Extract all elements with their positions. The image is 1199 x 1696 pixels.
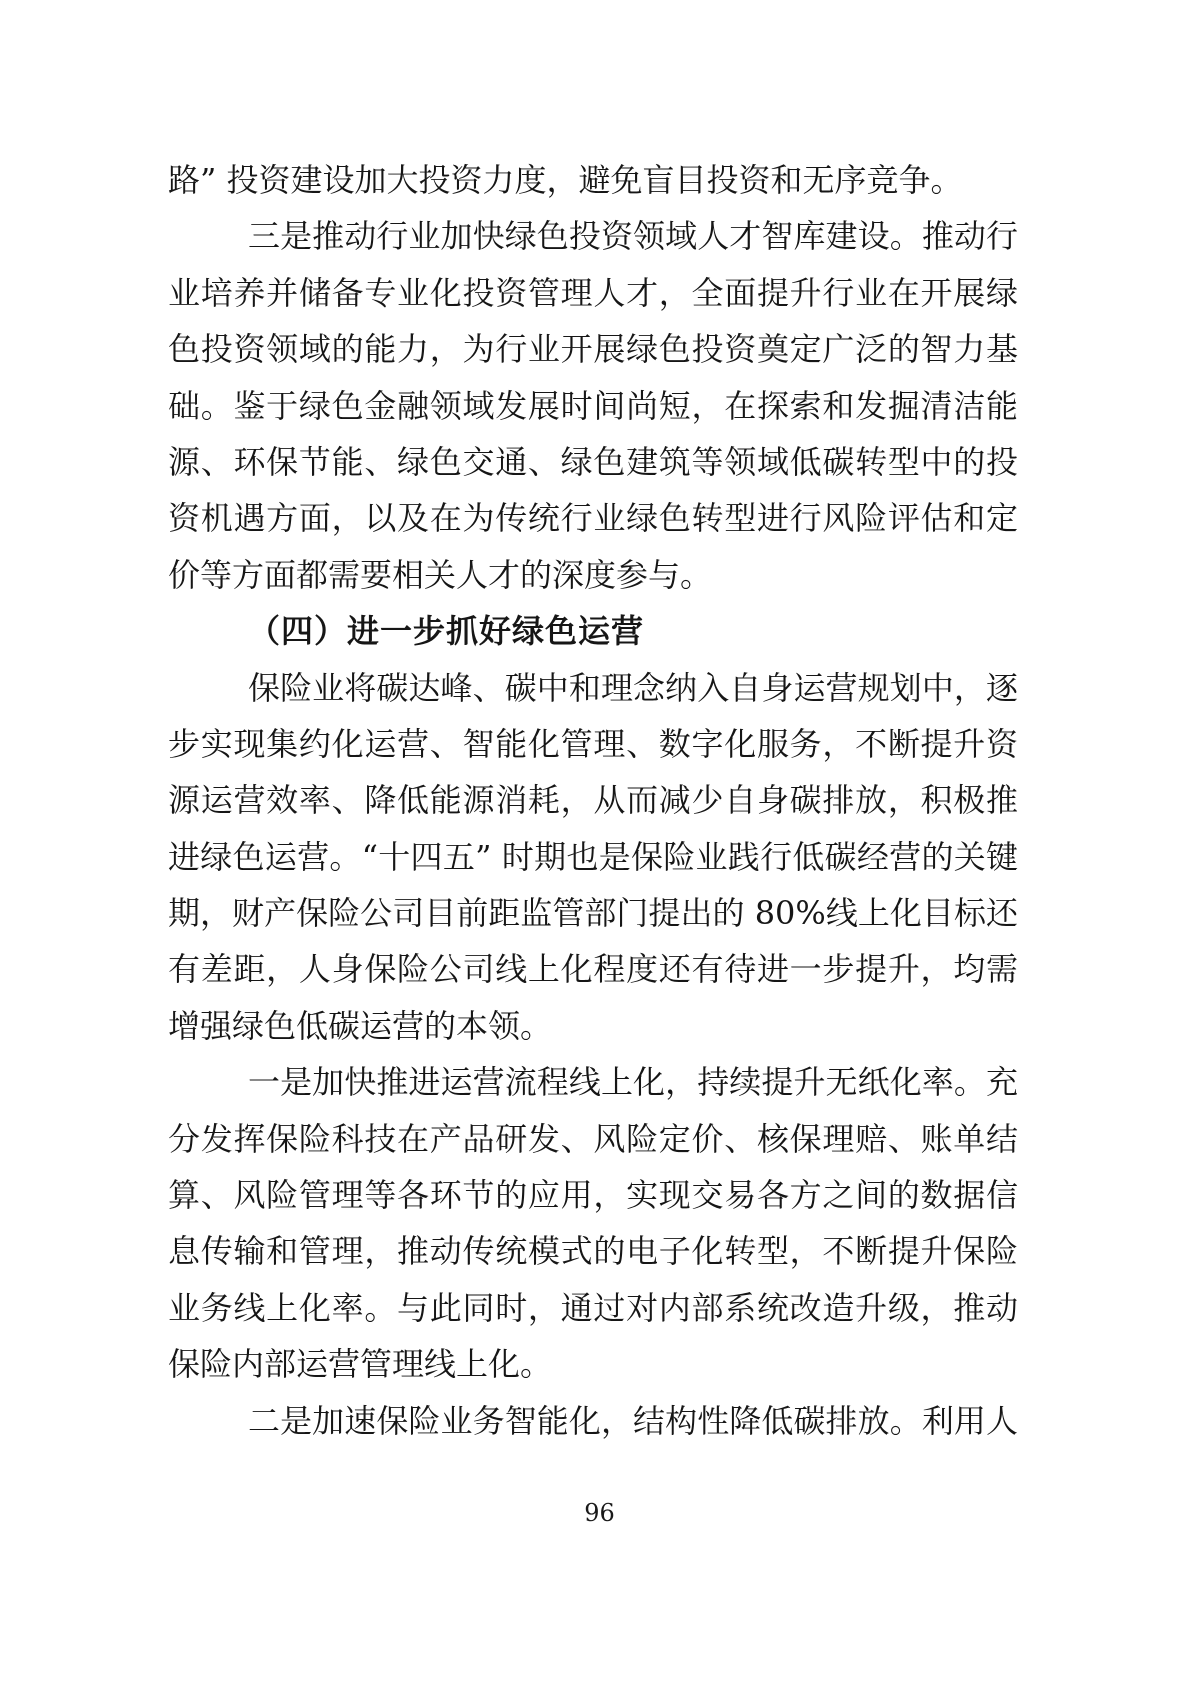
text-line: 分发挥保险科技在产品研发、风险定价、核保理赔、账单结 <box>168 1119 1018 1158</box>
text-line: 业务线上化率。与此同时，通过对内部系统改造升级，推动 <box>168 1288 1018 1327</box>
text-line: 有差距，人身保险公司线上化程度还有待进一步提升，均需 <box>168 950 1018 989</box>
text-line: 增强绿色低碳运营的本领。 <box>168 1006 553 1045</box>
text-line: 础。鉴于绿色金融领域发展时间尚短，在探索和发掘清洁能 <box>168 386 1018 425</box>
section-heading: （四）进一步抓好绿色运营 <box>248 612 645 651</box>
text-block <box>168 152 1018 1449</box>
text-line: 价等方面都需要相关人才的深度参与。 <box>168 555 713 594</box>
page-footer <box>0 1498 1199 1528</box>
text-line: 色投资领域的能力，为行业开展绿色投资奠定广泛的智力基 <box>168 330 1018 369</box>
text-line: 步实现集约化运营、智能化管理、数字化服务，不断提升资 <box>168 724 1018 763</box>
text-line: 算、风险管理等各环节的应用，实现交易各方之间的数据信 <box>168 1176 1018 1215</box>
text-line: 三是推动行业加快绿色投资领域人才智库建设。推动行 <box>248 217 1018 256</box>
text-line: 进绿色运营。“十四五” 时期也是保险业践行低碳经营的关键 <box>168 837 1018 876</box>
text-line: 源、环保节能、绿色交通、绿色建筑等领域低碳转型中的投 <box>168 442 1018 481</box>
text-line: 期，财产保险公司目前距监管部门提出的 80%线上化目标还 <box>168 894 1018 933</box>
text-line: 保险业将碳达峰、碳中和理念纳入自身运营规划中，逐 <box>248 668 1018 707</box>
text-line: 资机遇方面，以及在为传统行业绿色转型进行风险评估和定 <box>168 499 1018 538</box>
page-number: 96 <box>584 1499 615 1527</box>
text-line: 二是加速保险业务智能化，结构性降低碳排放。利用人 <box>248 1401 1018 1440</box>
text-line: 源运营效率、降低能源消耗，从而减少自身碳排放，积极推 <box>168 781 1018 820</box>
text-line: 保险内部运营管理线上化。 <box>168 1345 553 1384</box>
text-line: 一是加快推进运营流程线上化，持续提升无纸化率。充 <box>248 1063 1018 1102</box>
text-line: 息传输和管理，推动传统模式的电子化转型，不断提升保险 <box>168 1232 1018 1271</box>
text-line: 业培养并储备专业化投资管理人才，全面提升行业在开展绿 <box>168 273 1018 312</box>
text-line: 路” 投资建设加大投资力度，避免盲目投资和无序竞争。 <box>168 161 963 199</box>
